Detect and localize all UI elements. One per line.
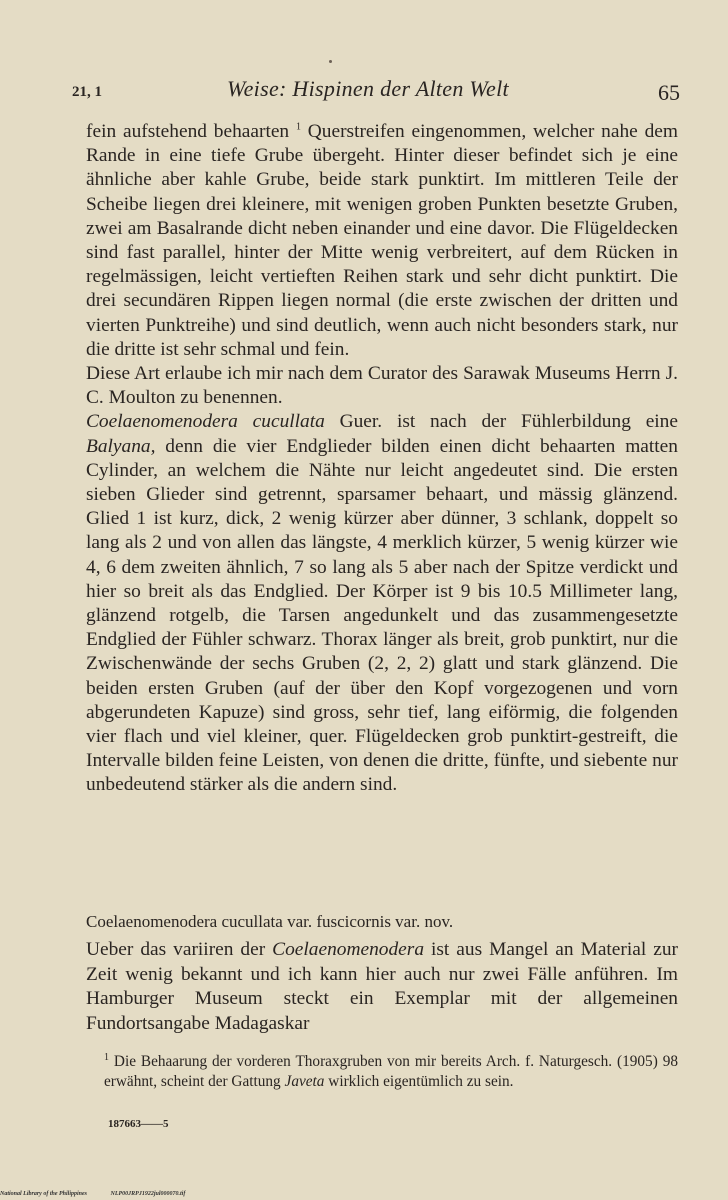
volume-issue: 21, 1: [72, 84, 102, 100]
library-name: National Library of the Philippines: [0, 1191, 88, 1197]
paragraph-4: Ueber das variiren der Coelaenomenodera ist aus Mangel an Material zur Zeit wenig bekannt und ich kann hier auch nur zwei Fälle anführen. Im Hamburger Museum steckt ein Exemplar mit der allgemeinen Fundortsangabe Madagaskar: [86, 939, 678, 1034]
paragraph-1: fein aufstehend behaarten $^1$ Querstreifen eingenommen, welcher nahe dem Rande in eine tiefe Grube übergeht. Hinter dieser befindet sich je eine ähnliche aber kahle Grube, beide stark punktirt. Im mittleren Teile der Scheibe liegen drei kleinere, mit wenigen groben Punkten besetzte Gruben, zwei am Basalrande dicht neben einander und eine davor. Die Flügeldecken sind fast parallel, hinter der Mitte wenig verbreitert, auf dem Rücken in regelmässigen, leicht vertieften Reihen stark und sehr dicht punktirt. Die drei secundären Rippen liegen normal (die erste zwischen der dritten und vierten Punktreihe) und sind deutlich, wenn auch nicht besonders stark, nur die dritte ist sehr schmal und fein.: [86, 121, 678, 360]
genus-name: Balyana,: [86, 435, 156, 457]
footnote-ref: 1: [295, 121, 301, 133]
ink-dot: [329, 60, 332, 63]
paragraph-2: Diese Art erlaube ich mir nach dem Curator des Sarawak Museums Herrn J. C. Moulton zu benennen.: [86, 363, 678, 409]
main-text-continued: [86, 938, 678, 1036]
scan-footer: [0, 1191, 207, 1197]
paragraph-3: Coelaenomenodera cucullata Guer. ist nach der Fühlerbildung eine Balyana, denn die vier Endglieder bilden einen dicht behaarten matten Cylinder, an welchem die Nähte nur leicht angedeutet sind. Die ersten sieben Glieder sind getrennt, sparsamer behaart, und mässig glänzend. Glied 1 ist kurz, dick, 2 wenig kürzer aber dünner, 3 schlank, doppelt so lang als 2 und von allen das längste, 4 merklich kürzer, 5 wenig kürzer wie 4, 6 dem zweiten ähnlich, 7 so lang als 5 aber nach der Spitze verdickt und hier so breit als das Endglied. Der Körper ist 9 bis 10.5 Millimeter lang, glänzend rotgelb, die Tarsen angedunkelt und das zusammengesetzte Endglied der Fühler schwarz. Thorax länger als breit, grob punktirt, nur die Zwischenwände der sechs Gruben (2, 2, 2) glatt und stark glänzend. Die beiden ersten Gruben (auf der über den Kopf vorgezogenen und vorn abgerundeten Kapuze) sind gross, sehr tief, lang eiförmig, die folgenden vier flach und viel kleiner, quer. Flügeldecken grob punktirt-gestreift, die Intervalle bilden feine Leisten, von denen die dritte, fünfte, und siebente nur unbedeutend stärker als die andern sind.: [86, 411, 678, 796]
genus-name-2: Coelaenomenodera: [272, 939, 425, 960]
running-title: Weise: Hispinen der Alten Welt: [227, 76, 509, 101]
footnote-genus: Javeta: [284, 1073, 325, 1090]
print-signature: 187663——5: [108, 1118, 169, 1130]
page-number: 65: [658, 80, 680, 105]
file-name: NLP00JRPJ1922jul000070.tif: [110, 1191, 186, 1197]
running-header: [72, 76, 680, 110]
main-text: [86, 120, 678, 798]
species-name: Coelaenomenodera cucullata: [86, 411, 325, 433]
variety-heading: Coelaenomenodera cucullata var. fuscicornis var. nov.: [86, 912, 454, 931]
footnote: $^1$ Die Behaarung der vorderen Thoraxgruben von mir bereits Arch. f. Naturgesch. (1905) 98 erwähnt, scheint der Gattung Javeta wirklich eigentümlich zu sein.: [104, 1051, 678, 1090]
footnote-mark: 1: [104, 1051, 109, 1063]
